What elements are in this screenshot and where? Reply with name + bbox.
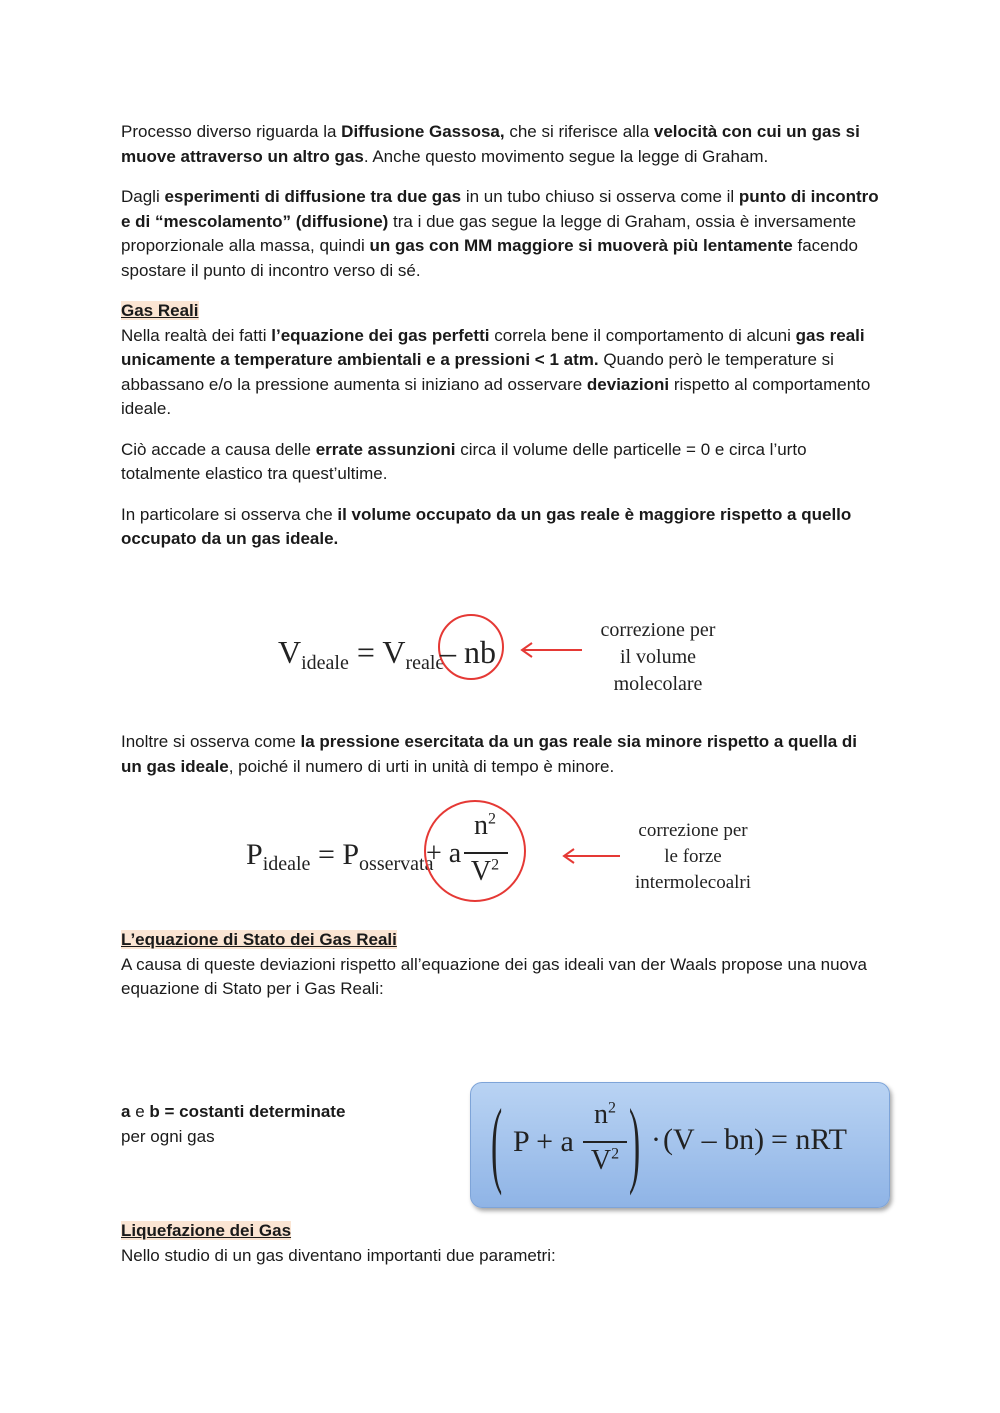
section-heading-gas-reali: Gas Reali [121, 301, 199, 320]
paragraph-volume: In particolare si osserva che il volume occupato da un gas reale è maggiore rispetto a quello occupato da un gas ideale. [121, 504, 852, 548]
paragraph-stato: A causa di queste deviazioni rispetto all’equazione dei gas ideali van der Waals propose una nuova equazione di Stato per i Gas Reali: [121, 954, 867, 998]
paragraph-liquefazione: Nello studio di un gas diventano importanti due parametri: [121, 1245, 556, 1265]
paragraph-gas-reali: Nella realtà dei fatti l’equazione dei gas perfetti correla bene il comportamento di alcuni gas reali unicamente a temperature ambientali e a pressioni < 1 atm. Quando però le temperature si abbassano e/o la pressione aumenta si iniziano ad osservare deviazioni rispetto al comportamento ideale. [121, 325, 871, 418]
volume-correction-note: correzione per il volume molecolare [600, 619, 716, 695]
section-heading-liquefazione: Liquefazione dei Gas [121, 1221, 292, 1240]
section-stato [121, 928, 881, 1002]
formula-volume-correction: $V_{ideale} = V_{reale}$ – nb correzione per il volume molecolare [278, 612, 738, 702]
van-der-waals-equation: ( P + a $n^2$ $V^2$ ) · (V – bn) = nRT [470, 1082, 890, 1208]
section-heading-stato: L’equazione di Stato dei Gas Reali [121, 930, 397, 949]
constants-note: a e b = costanti determinate per ogni gas [121, 1102, 346, 1146]
paragraph-pressione: Inoltre si osserva come la pressione esercitata da un gas reale sia minore rispetto a quella di un gas ideale, poiché il numero di urti in unità di tempo è minore. [121, 732, 858, 776]
document-body [121, 120, 881, 568]
section-liquefazione [121, 1219, 881, 1268]
paragraph-esperimenti: Dagli esperimenti di diffusione tra due gas in un tubo chiuso si osserva come il punto di incontro e di “mescolamento” (diffusione) tra i due gas segue la legge di Graham, ossia è inversamente proporzionale alla massa, quindi un gas con MM maggiore si muoverà più lentamente facendo spostare il punto di incontro verso di sé. [121, 187, 879, 280]
pressure-correction-note: correzione per le forze intermolecoalri [634, 820, 752, 893]
paragraph-diffusione: Processo diverso riguarda la Diffusione Gassosa, che si riferisce alla velocità con cui un gas si muove attraverso un altro gas. Anche questo movimento segue la legge di Graham. [121, 122, 860, 166]
paragraph-assunzioni: Ciò accade a causa delle errate assunzioni circa il volume delle particelle = 0 e circa l’urto totalmente elastico tra quest’ultime. [121, 439, 807, 483]
formula-pressure-correction: $P_{ideale} = P_{osservata}$ + a $n^2$ $V^2$ correzione per le forze intermolecoalri [246, 800, 766, 908]
arrow-left-icon [516, 640, 586, 660]
